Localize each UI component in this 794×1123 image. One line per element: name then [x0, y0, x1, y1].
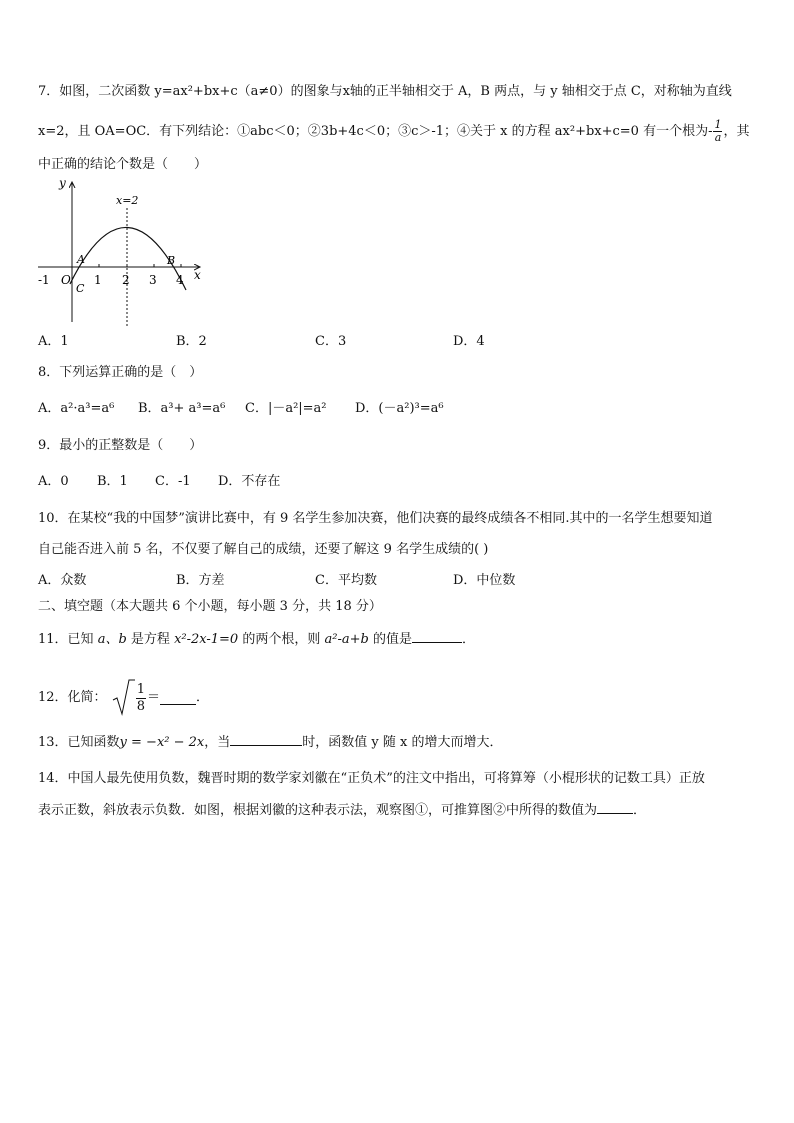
- y-axis-label: y: [59, 176, 66, 190]
- q14-stem-line1: 14．中国人最先使用负数，魏晋时期的数学家刘徽在“正负术”的注文中指出，可将算筹（小棍形状的记数工具）正放: [38, 771, 705, 786]
- q9-stem: 9．最小的正整数是（ ）: [38, 438, 203, 453]
- q7-stem-line2-text: x=2，且 OA=OC．有下列结论：①abc＜0；②3b+4c＜0；③c＞-1；④关于 x 的方程 ax²+bx+c=0 有一个根为-: [38, 124, 713, 139]
- point-c-label: C: [76, 282, 85, 295]
- q12-fraction: [136, 682, 146, 715]
- q11-answer-blank[interactable]: [412, 630, 462, 643]
- q10-option-c[interactable]: C．平均数: [315, 573, 377, 588]
- section-2-heading: 二、填空题（本大题共 6 个小题，每小题 3 分，共 18 分）: [38, 599, 382, 614]
- q12-fraction-denominator: 8: [136, 698, 145, 714]
- q12-equals: ＝: [146, 690, 160, 705]
- q14-end: ．: [633, 803, 647, 818]
- q7-stem-line2: [38, 119, 750, 144]
- q12-sqrt: [111, 678, 147, 718]
- q7-fraction-denominator: a: [714, 131, 722, 144]
- q7-option-c[interactable]: C．3: [315, 334, 347, 349]
- q14-stem-line2: [38, 801, 646, 820]
- q11-end: ．: [461, 632, 475, 647]
- q12-fraction-numerator: 1: [136, 681, 145, 697]
- q7-stem-line2-end: ，其: [723, 124, 750, 139]
- q7-stem-line3: 中正确的结论个数是（ ）: [38, 157, 208, 172]
- tick-label-4: 4: [176, 273, 184, 287]
- q8-stem: 8．下列运算正确的是（ ）: [38, 365, 203, 380]
- q13-text-b: ，当: [204, 735, 231, 750]
- q9-option-a[interactable]: A．0: [38, 474, 69, 489]
- q9-option-d[interactable]: D．不存在: [218, 474, 281, 489]
- q10-option-d[interactable]: D．中位数: [453, 573, 516, 588]
- x-axis-label: x: [194, 268, 201, 282]
- q11-stem: [38, 630, 475, 649]
- q10-stem-line2: 自己能否进入前 5 名，不仅要了解自己的成绩，还要了解这 9 名学生成绩的( ): [38, 542, 489, 557]
- symmetry-axis-label: x=2: [116, 194, 139, 207]
- origin-label: O: [61, 273, 71, 287]
- q7-fraction: [713, 119, 722, 144]
- q8-option-c[interactable]: C．|－a²|=a²: [245, 401, 327, 416]
- q11-text-b: 是方程: [130, 632, 170, 647]
- q11-text-a: 11．已知: [38, 632, 94, 647]
- q7-option-a[interactable]: A．1: [38, 334, 69, 349]
- q10-option-a[interactable]: A．众数: [38, 573, 87, 588]
- q10-stem-line1: 10．在某校“我的中国梦”演讲比赛中，有 9 名学生参加决赛，他们决赛的最终成绩各不相同.其中的一名学生想要知道: [38, 511, 713, 526]
- q7-stem-line1: 7．如图，二次函数 y=ax²+bx+c（a≠0）的图象与x轴的正半轴相交于 A，B 两点，与 y 轴相交于点 C，对称轴为直线: [38, 84, 732, 99]
- q12-end: ．: [195, 690, 209, 705]
- q11-text-d: 的值是: [372, 632, 412, 647]
- q8-option-b[interactable]: B．a³+ a³=a⁶: [138, 401, 226, 416]
- q7-parabola-graph: [34, 172, 214, 332]
- q11-text-c: 的两个根，则: [242, 632, 321, 647]
- q7-fraction-numerator: 1: [714, 118, 722, 131]
- q9-option-b[interactable]: B．1: [97, 474, 128, 489]
- tick-label-neg1: -1: [38, 273, 50, 287]
- q10-option-b[interactable]: B．方差: [176, 573, 225, 588]
- q13-text-a: 13．已知函数: [38, 735, 120, 750]
- tick-label-1: 1: [94, 273, 102, 287]
- q11-expression: a²-a+b: [324, 632, 369, 647]
- q13-answer-blank[interactable]: [230, 733, 302, 746]
- q12-answer-blank[interactable]: [160, 692, 196, 705]
- q8-option-a[interactable]: A．a²·a³=a⁶: [38, 401, 115, 416]
- q9-option-c[interactable]: C．-1: [155, 474, 191, 489]
- q7-option-b[interactable]: B．2: [176, 334, 207, 349]
- tick-label-3: 3: [149, 273, 157, 287]
- q14-text-a: 表示正数，斜放表示负数．如图，根据刘徽的这种表示法，观察图①，可推算图②中所得的数值为: [38, 803, 598, 818]
- q7-option-d[interactable]: D．4: [453, 334, 485, 349]
- q11-equation: x²-2x-1=0: [174, 632, 239, 647]
- point-b-label: B: [167, 254, 176, 267]
- q13-function: y = −x² − 2x: [119, 735, 205, 750]
- q14-answer-blank[interactable]: [597, 801, 633, 814]
- q12-text: 12．化简：: [38, 690, 107, 705]
- point-a-label: A: [77, 253, 85, 266]
- q11-vars: a、b: [97, 632, 127, 647]
- q12-stem: [38, 678, 209, 718]
- sqrt-radical-icon: [111, 678, 135, 718]
- q8-option-d[interactable]: D．(－a²)³=a⁶: [355, 401, 444, 416]
- q13-stem: [38, 733, 502, 752]
- q13-text-c: 时，函数值 y 随 x 的增大而增大．: [302, 735, 503, 750]
- tick-label-2: 2: [122, 273, 130, 287]
